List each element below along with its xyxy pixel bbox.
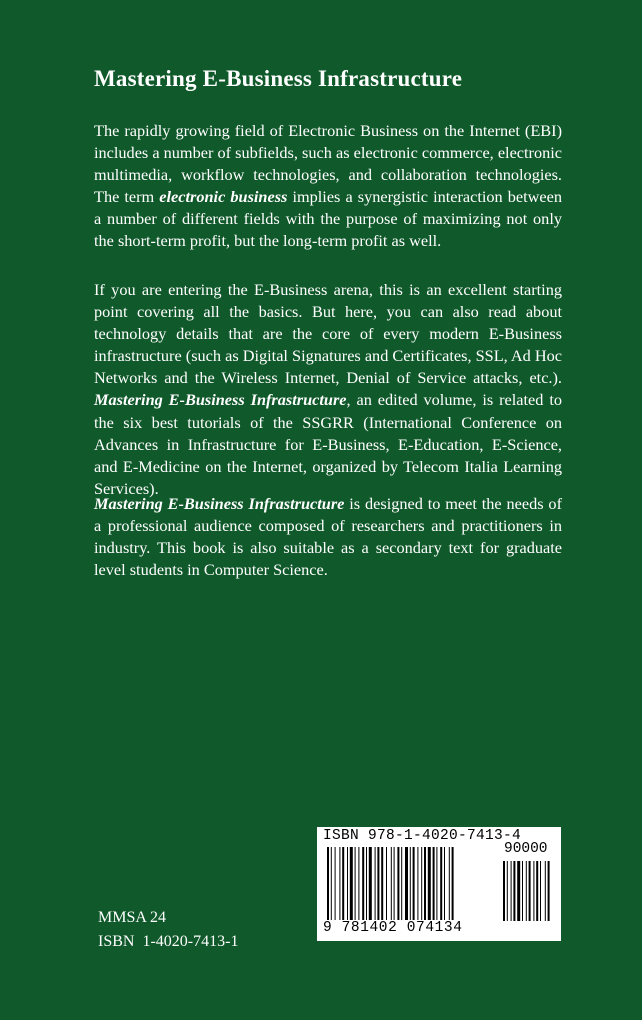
barcode-addon-bar	[545, 861, 546, 921]
emphasized-text: Mastering E-Business Infrastructure	[94, 494, 345, 513]
barcode-addon-bar	[540, 861, 541, 921]
barcode-addon-bar	[517, 861, 520, 921]
barcode-bar	[391, 847, 392, 921]
barcode-bar	[433, 847, 435, 921]
barcode-isbn-label: ISBN 978-1-4020-7413-4	[323, 828, 522, 844]
barcode-addon-bar	[529, 861, 531, 921]
barcode-ean-digits: 9 781402 074134	[323, 920, 463, 936]
barcode-addon-bar	[511, 861, 512, 921]
barcode-bar	[335, 847, 336, 921]
barcode-addon-bar	[513, 861, 515, 921]
barcode-bar	[401, 847, 402, 921]
barcode-bar	[327, 847, 329, 921]
barcode-bar	[342, 847, 344, 921]
barcode-price-code: 90000	[504, 841, 548, 857]
paragraph-text: , an edited volume, is related to the six best tutorials of the SSGRR (International Conference on Advances in Infrastructure for E-Business, E-Education, E-Science, and E-Medicine on the Internet, organized by Telecom Italia Learning Services).	[94, 390, 562, 498]
barcode-bar	[424, 847, 426, 921]
barcode-bar	[331, 847, 332, 921]
description-paragraph-2	[94, 279, 562, 500]
barcode-addon-bar	[503, 861, 505, 921]
barcode-bar	[386, 847, 387, 921]
paragraph-text: The rapidly growing field of Electronic Business on the Internet (EBI) includes a number of subfields, such as electronic commerce, electronic multimedia, workflow technologies, and collaboration technologies. The term	[94, 121, 562, 207]
paragraph-text: If you are entering the E-Business arena, this is an excellent starting point covering all the basics. But here, you can also read about technology details that are the core of every modern E-Business infrastructure (such as Digital Signatures and Certificates, SSL, Ad Hoc Networks and the Wireless Internet, Denial of Service attacks, etc.).	[94, 280, 562, 388]
barcode-addon-bar	[536, 861, 538, 921]
emphasized-text: Mastering E-Business Infrastructure	[94, 390, 347, 410]
barcode-bar	[366, 847, 367, 921]
barcode-bar	[377, 847, 379, 921]
barcode-bar	[421, 847, 422, 921]
description-paragraph-1	[94, 120, 562, 253]
barcode-addon-bar	[507, 861, 508, 921]
barcode-addon-bar	[548, 861, 550, 921]
emphasized-text: electronic business	[159, 187, 288, 207]
barcode-bar	[355, 847, 356, 921]
barcode-bar	[417, 847, 418, 921]
barcode-bar	[350, 847, 353, 921]
barcode-bar	[444, 847, 445, 921]
barcode-bar	[394, 847, 395, 921]
barcode-bar	[449, 847, 450, 921]
barcode-addon-bar	[526, 861, 527, 921]
barcode-bar	[440, 847, 442, 921]
barcode-bar	[347, 847, 348, 921]
book-title: Mastering E-Business Infrastructure	[94, 66, 463, 91]
paragraph-text: is designed to meet the needs of a professional audience composed of researchers and practitioners in industry. This book is also suitable as a secondary text for graduate level students in Computer Science.	[94, 494, 562, 580]
series-code: MMSA 24	[98, 909, 167, 926]
barcode-bar	[339, 847, 340, 921]
barcode-bar	[405, 847, 408, 921]
barcode-bar	[358, 847, 359, 921]
barcode-bar	[369, 847, 372, 921]
barcode-bar	[428, 847, 431, 921]
barcode-addon-bar	[533, 861, 534, 921]
barcode-addon-bar	[522, 861, 523, 921]
barcode-bar	[413, 847, 415, 921]
series-isbn: ISBN 1-4020-7413-1	[98, 933, 239, 950]
barcode-bar	[375, 847, 376, 921]
barcode-bar	[381, 847, 383, 921]
barcode-bar	[362, 847, 364, 921]
series-info	[98, 906, 238, 954]
barcode-bar	[397, 847, 399, 921]
barcode	[317, 827, 561, 941]
barcode-bar	[452, 847, 454, 921]
description-paragraph-3	[94, 493, 562, 581]
paragraph-text: implies a synergistic interaction between a number of different fields with the purpose of maximizing not only the short-term profit, but the long-term profit as well.	[94, 187, 562, 251]
barcode-bar	[436, 847, 437, 921]
barcode-bar	[410, 847, 411, 921]
